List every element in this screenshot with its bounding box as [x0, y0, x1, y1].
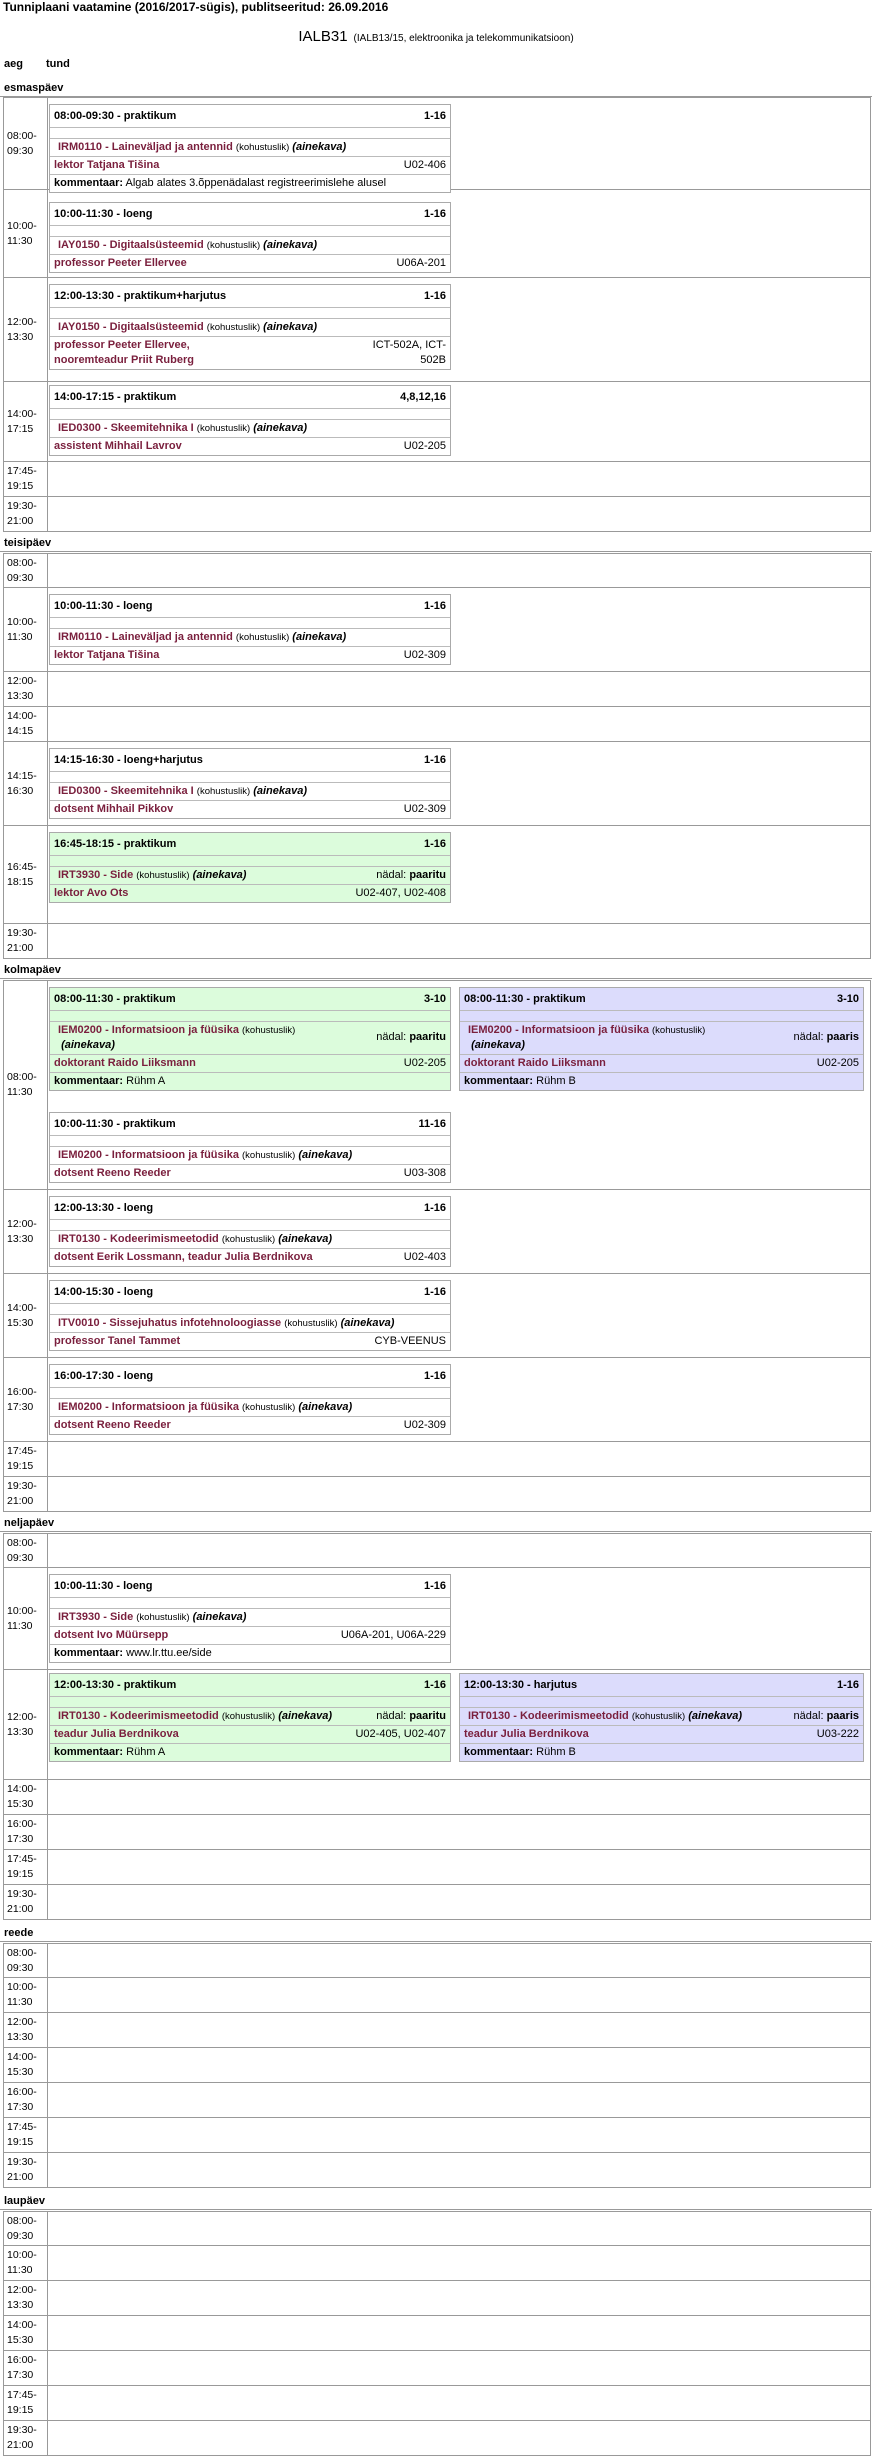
lesson-card[interactable]: 14:00-15:30 - loeng 1-16 ITV0010 - Sissejuhatus infotehnoloogiasse (kohustuslik) (ainekava) professor Tanel Tammet CYB-VEENUS	[49, 1280, 451, 1351]
time-label: 10:00- 11:30	[7, 1981, 37, 2008]
course-link[interactable]: IRT3930 - Side	[58, 869, 134, 881]
time-row	[3, 2316, 871, 2351]
lesson-time-type: 08:00-11:30 - praktikum	[54, 993, 176, 1005]
teacher-link[interactable]: professor Tanel Tammet	[54, 1335, 181, 1347]
time-row	[3, 924, 871, 959]
lesson-time-type: 10:00-11:30 - praktikum	[54, 1118, 176, 1130]
lesson-card[interactable]: 08:00-11:30 - praktikum 3-10 IEM0200 - Informatsioon ja füüsika (kohustuslik) (ainekava) nädal: paaritu doktorant Raido Liiksmann U02-205 kommentaar: Rühm A	[49, 987, 451, 1091]
time-row	[3, 1274, 871, 1358]
time-row	[3, 1978, 871, 2013]
lesson-time-type: 08:00-09:30 - praktikum	[54, 110, 177, 122]
room: ICT-502A, ICT-	[372, 339, 446, 351]
lesson-time-type: 12:00-13:30 - praktikum	[54, 1679, 177, 1691]
time-label: 12:00- 13:30	[7, 2284, 37, 2311]
lesson-time-type: 10:00-11:30 - loeng	[54, 208, 153, 220]
teacher-link[interactable]: teadur Julia Berdnikova	[464, 1728, 589, 1740]
room: U02-406	[403, 159, 446, 171]
ainekava-link[interactable]: (ainekava)	[298, 1401, 353, 1413]
time-row	[3, 97, 871, 190]
ainekava-link[interactable]: (ainekava)	[253, 785, 307, 797]
time-label: 10:00- 11:30	[7, 615, 37, 643]
page-title: Tunniplaani vaatamine (2016/2017-sügis), publitseeritud: 26.09.2016	[3, 0, 389, 14]
time-label: 14:00- 15:30	[7, 1301, 37, 1329]
time-label: 19:30- 21:00	[7, 1480, 37, 1507]
lesson-weeks: 3-10	[836, 993, 859, 1005]
lesson-time-type: 08:00-11:30 - praktikum	[464, 993, 586, 1005]
time-row	[3, 2118, 871, 2153]
time-row	[3, 672, 871, 707]
time-row	[3, 553, 871, 588]
day-header-tuesday: teisipäev	[0, 535, 872, 552]
time-row	[3, 1780, 871, 1815]
room: U02-407, U02-408	[355, 887, 446, 899]
teacher-link[interactable]: dotsent Mihhail Pikkov	[54, 803, 174, 815]
time-row	[3, 2281, 871, 2316]
lesson-card[interactable]: 16:45-18:15 - praktikum 1-16 IRT3930 - Side (kohustuslik) (ainekava) nädal: paaritu lektor Avo Ots U02-407, U02-408	[49, 832, 451, 903]
room: U02-205	[816, 1057, 859, 1069]
time-row	[3, 2386, 871, 2421]
room: U03-222	[816, 1728, 859, 1740]
lesson-weeks: 1-16	[423, 600, 446, 612]
time-row	[3, 1885, 871, 1920]
lesson-weeks: 1-16	[423, 1580, 446, 1592]
time-row	[3, 1670, 871, 1780]
time-label: 08:00- 09:30	[7, 1946, 37, 1974]
time-row	[3, 2153, 871, 2188]
time-row	[3, 497, 871, 532]
time-label: 12:00- 13:30	[7, 315, 37, 343]
teacher-link[interactable]: teadur Julia Berdnikova	[54, 1728, 179, 1740]
course-link[interactable]: IED0300 - Skeemitehnika I	[58, 785, 194, 797]
lesson-card[interactable]: 14:15-16:30 - loeng+harjutus 1-16 IED0300 - Skeemitehnika I (kohustuslik) (ainekava) dotsent Mihhail Pikkov U02-309	[49, 748, 451, 819]
time-label: 14:15- 16:30	[7, 769, 37, 797]
day-header-wednesday: kolmapäev	[0, 962, 872, 979]
room: U02-403	[403, 1251, 446, 1263]
ainekava-link[interactable]: (ainekava)	[263, 239, 317, 251]
time-row	[3, 2421, 871, 2456]
column-header-aeg: aeg	[4, 58, 23, 70]
time-label: 12:00- 13:30	[7, 1217, 37, 1245]
time-label: 17:45- 19:15	[7, 1853, 37, 1880]
time-label: 19:30- 21:00	[7, 2424, 37, 2451]
lesson-weeks: 4,8,12,16	[400, 391, 446, 403]
course-link[interactable]: ITV0010 - Sissejuhatus infotehnoloogiasse	[58, 1317, 282, 1329]
course-link[interactable]: IRT0130 - Kodeerimismeetodid	[58, 1710, 219, 1722]
lesson-card[interactable]: 12:00-13:30 - loeng 1-16 IRT0130 - Kodeerimismeetodid (kohustuslik) (ainekava) dotsent Eerik Lossmann, teadur Julia Berdnikova U02-403	[49, 1196, 451, 1267]
time-label: 14:00- 15:30	[7, 2051, 37, 2078]
time-row	[3, 2351, 871, 2386]
ainekava-link[interactable]: (ainekava)	[61, 1039, 115, 1051]
teacher-link[interactable]: professor Peeter Ellervee	[54, 257, 187, 269]
time-row	[3, 278, 871, 382]
time-row	[3, 980, 871, 1190]
time-label: 19:30- 21:00	[7, 927, 37, 954]
time-row	[3, 190, 871, 278]
day-header-thursday: neljapäev	[0, 1515, 872, 1532]
lesson-weeks: 1-16	[423, 208, 446, 220]
lesson-time-type: 16:45-18:15 - praktikum	[54, 838, 177, 850]
course-link[interactable]: IRT0130 - Kodeerimismeetodid	[468, 1710, 629, 1722]
lesson-card[interactable]: 10:00-11:30 - praktikum 11-16 IEM0200 - Informatsioon ja füüsika (kohustuslik) (ainekava) dotsent Reeno Reeder U03-308	[49, 1112, 451, 1183]
course-link[interactable]: IAY0150 - Digitaalsüsteemid	[58, 321, 204, 333]
teacher-link[interactable]: lektor Tatjana Tišina	[54, 649, 160, 661]
lesson-weeks: 1-16	[423, 1286, 446, 1298]
time-row	[3, 826, 871, 924]
lesson-card[interactable]: 10:00-11:30 - loeng 1-16 IAY0150 - Digitaalsüsteemid (kohustuslik) (ainekava) professor Peeter Ellervee U06A-201	[49, 202, 451, 273]
ainekava-link[interactable]: (ainekava)	[278, 1710, 333, 1722]
time-row	[3, 2083, 871, 2118]
course-link[interactable]: IEM0200 - Informatsioon ja füüsika	[58, 1149, 239, 1161]
time-label: 16:00- 17:30	[7, 1385, 37, 1413]
lesson-comment: Algab alates 3.õppenädalast registreerimislehe alusel	[125, 177, 387, 189]
ainekava-link[interactable]: (ainekava)	[688, 1710, 743, 1722]
time-row	[3, 2211, 871, 2246]
lesson-card[interactable]: 14:00-17:15 - praktikum 4,8,12,16 IED0300 - Skeemitehnika I (kohustuslik) (ainekava) assistent Mihhail Lavrov U02-205	[49, 385, 451, 456]
lesson-weeks: 1-16	[836, 1679, 859, 1691]
ainekava-link[interactable]: (ainekava)	[263, 321, 317, 333]
lesson-time-type: 14:00-17:15 - praktikum	[54, 391, 177, 403]
time-label: 10:00- 11:30	[7, 219, 37, 247]
room: U02-405, U02-407	[355, 1728, 446, 1740]
room: U06A-201	[396, 257, 446, 269]
lesson-weeks: 11-16	[418, 1118, 446, 1130]
lesson-weeks: 1-16	[423, 754, 446, 766]
room: U02-309	[403, 803, 446, 815]
lesson-weeks: 3-10	[423, 993, 446, 1005]
week-parity: nädal: paaris	[793, 1710, 859, 1722]
time-row	[3, 1815, 871, 1850]
lesson-weeks: 1-16	[423, 290, 446, 302]
group-heading	[0, 28, 872, 45]
room: U02-309	[403, 1419, 446, 1431]
room: U06A-201, U06A-229	[340, 1629, 446, 1641]
time-label: 16:00- 17:30	[7, 1818, 37, 1845]
lesson-time-type: 12:00-13:30 - loeng	[54, 1202, 154, 1214]
time-row	[3, 382, 871, 462]
lesson-comment: Rühm A	[126, 1075, 166, 1087]
room: U03-308	[403, 1167, 446, 1179]
column-header-tund: tund	[46, 58, 70, 70]
lesson-weeks: 1-16	[423, 838, 446, 850]
week-parity: nädal: paaritu	[376, 1031, 446, 1043]
course-link[interactable]: IRT0130 - Kodeerimismeetodid	[58, 1233, 219, 1245]
teacher-link[interactable]: dotsent Eerik Lossmann, teadur Julia Berdnikova	[54, 1251, 313, 1263]
teacher-link[interactable]: nooremteadur Priit Ruberg	[54, 354, 194, 366]
time-label: 08:00- 09:30	[7, 1536, 37, 1564]
room: U02-205	[403, 440, 446, 452]
time-row	[3, 1568, 871, 1670]
teacher-link[interactable]: dotsent Ivo Müürsepp	[54, 1629, 169, 1641]
course-link[interactable]: IAY0150 - Digitaalsüsteemid	[58, 239, 204, 251]
lesson-comment: Rühm B	[536, 1075, 576, 1087]
time-label: 12:00- 13:30	[7, 1710, 37, 1738]
time-label: 19:30- 21:00	[7, 1888, 37, 1915]
time-label: 10:00- 11:30	[7, 1604, 37, 1632]
ainekava-link[interactable]: (ainekava)	[298, 1149, 353, 1161]
ainekava-link[interactable]: (ainekava)	[192, 869, 247, 881]
ainekava-link[interactable]: (ainekava)	[340, 1317, 395, 1329]
time-row	[3, 1442, 871, 1477]
lesson-time-type: 14:00-15:30 - loeng	[54, 1286, 154, 1298]
day-header-monday: esmaspäev	[0, 80, 872, 97]
lesson-card[interactable]: 08:00-09:30 - praktikum 1-16 IRM0110 - Laineväljad ja antennid (kohustuslik) (ainekava) lektor Tatjana Tišina U02-406 kommentaar: Algab alates 3.õppenädalast registreerimislehe alusel	[49, 104, 451, 193]
time-label: 08:00- 09:30	[7, 556, 37, 584]
room: U02-309	[403, 649, 446, 661]
lesson-card[interactable]: 10:00-11:30 - loeng 1-16 IRT3930 - Side (kohustuslik) (ainekava) dotsent Ivo Müürsepp U06A-201, U06A-229 kommentaar: www.lr.ttu.ee/side	[49, 1574, 451, 1663]
ainekava-link[interactable]: (ainekava)	[192, 1611, 247, 1623]
room: 502B	[420, 354, 446, 366]
time-row	[3, 742, 871, 826]
time-label: 08:00- 09:30	[7, 129, 37, 157]
lesson-time-type: 12:00-13:30 - praktikum+harjutus	[54, 290, 227, 302]
lesson-comment-link[interactable]: www.lr.ttu.ee/side	[126, 1647, 212, 1659]
ainekava-link[interactable]: (ainekava)	[292, 631, 347, 643]
time-row	[3, 1533, 871, 1568]
time-row	[3, 588, 871, 672]
time-label: 10:00- 11:30	[7, 2249, 37, 2276]
time-label: 08:00- 09:30	[7, 2214, 37, 2242]
lesson-time-type: 10:00-11:30 - loeng	[54, 1580, 153, 1592]
course-link[interactable]: IEM0200 - Informatsioon ja füüsika	[468, 1024, 649, 1036]
time-label: 17:45- 19:15	[7, 465, 37, 492]
course-link[interactable]: IED0300 - Skeemitehnika I	[58, 422, 194, 434]
lesson-weeks: 1-16	[423, 110, 446, 122]
lesson-comment: Rühm B	[536, 1746, 576, 1758]
teacher-link[interactable]: lektor Avo Ots	[54, 887, 129, 899]
lesson-time-type: 12:00-13:30 - harjutus	[464, 1679, 578, 1691]
time-row	[3, 462, 871, 497]
lesson-card[interactable]: 12:00-13:30 - praktikum+harjutus 1-16 IAY0150 - Digitaalsüsteemid (kohustuslik) (ainekava) professor Peeter Ellervee, nooremteadur Priit Ruberg ICT-502A, ICT- 502B	[49, 284, 451, 370]
time-row	[3, 2246, 871, 2281]
time-row	[3, 2048, 871, 2083]
time-label: 16:00- 17:30	[7, 2086, 37, 2113]
time-label: 08:00- 11:30	[7, 1071, 37, 1098]
room: CYB-VEENUS	[374, 1335, 446, 1347]
course-link[interactable]: IEM0200 - Informatsioon ja füüsika	[58, 1024, 239, 1036]
group-description: (IALB13/15, elektroonika ja telekommunikatsioon)	[353, 33, 574, 44]
room: U02-205	[403, 1057, 446, 1069]
lesson-card[interactable]: 12:00-13:30 - praktikum 1-16 IRT0130 - Kodeerimismeetodid (kohustuslik) (ainekava) nädal: paaritu teadur Julia Berdnikova U02-405, U02-407 kommentaar: Rühm A	[49, 1673, 451, 1762]
time-label: 19:30- 21:00	[7, 500, 37, 527]
course-link[interactable]: IEM0200 - Informatsioon ja füüsika	[58, 1401, 239, 1413]
time-label: 14:00- 15:30	[7, 1783, 37, 1810]
time-row	[3, 1358, 871, 1442]
lesson-time-type: 10:00-11:30 - loeng	[54, 600, 153, 612]
teacher-link[interactable]: lektor Tatjana Tišina	[54, 159, 160, 171]
time-row	[3, 1190, 871, 1274]
time-label: 12:00- 13:30	[7, 2016, 37, 2043]
ainekava-link[interactable]: (ainekava)	[471, 1039, 525, 1051]
time-label: 12:00- 13:30	[7, 675, 37, 702]
lesson-card[interactable]: 16:00-17:30 - loeng 1-16 IEM0200 - Informatsioon ja füüsika (kohustuslik) (ainekava) dotsent Reeno Reeder U02-309	[49, 1364, 451, 1435]
teacher-link[interactable]: doktorant Raido Liiksmann	[54, 1057, 196, 1069]
week-parity: nädal: paaritu	[376, 1710, 446, 1722]
time-row	[3, 1943, 871, 1978]
lesson-card[interactable]: 08:00-11:30 - praktikum 3-10 IEM0200 - Informatsioon ja füüsika (kohustuslik) (ainekava) nädal: paaris doktorant Raido Liiksmann U02-205 kommentaar: Rühm B	[459, 987, 864, 1091]
ainekava-link[interactable]: (ainekava)	[278, 1233, 333, 1245]
group-code: IALB31	[298, 28, 348, 45]
course-link[interactable]: IRM0110 - Laineväljad ja antennid	[58, 141, 233, 153]
lesson-card[interactable]: 10:00-11:30 - loeng 1-16 IRM0110 - Laineväljad ja antennid (kohustuslik) (ainekava) lektor Tatjana Tišina U02-309	[49, 594, 451, 665]
lesson-time-type: 16:00-17:30 - loeng	[54, 1370, 154, 1382]
lesson-comment: Rühm A	[126, 1746, 166, 1758]
ainekava-link[interactable]: (ainekava)	[292, 141, 347, 153]
day-header-saturday: laupäev	[0, 2193, 872, 2210]
week-parity: nädal: paaris	[793, 1031, 859, 1043]
course-link[interactable]: IRM0110 - Laineväljad ja antennid	[58, 631, 233, 643]
time-label: 17:45- 19:15	[7, 1445, 37, 1472]
time-row	[3, 2013, 871, 2048]
teacher-link[interactable]: professor Peeter Ellervee,	[54, 339, 190, 351]
teacher-link[interactable]: dotsent Reeno Reeder	[54, 1167, 171, 1179]
time-label: 14:00- 17:15	[7, 407, 37, 435]
lesson-card[interactable]: 12:00-13:30 - harjutus 1-16 IRT0130 - Kodeerimismeetodid (kohustuslik) (ainekava) nädal: paaris teadur Julia Berdnikova U03-222 kommentaar: Rühm B	[459, 1673, 864, 1762]
time-row	[3, 1850, 871, 1885]
time-row	[3, 1477, 871, 1512]
lesson-time-type: 14:15-16:30 - loeng+harjutus	[54, 754, 203, 766]
course-link[interactable]: IRT3930 - Side	[58, 1611, 134, 1623]
ainekava-link[interactable]: (ainekava)	[253, 422, 307, 434]
time-row	[3, 707, 871, 742]
lesson-weeks: 1-16	[423, 1679, 446, 1691]
lesson-weeks: 1-16	[423, 1370, 446, 1382]
week-parity: nädal: paaritu	[376, 869, 446, 881]
day-header-friday: reede	[0, 1925, 872, 1942]
time-label: 17:45- 19:15	[7, 2389, 37, 2416]
time-label: 14:00- 15:30	[7, 2319, 37, 2346]
time-label: 16:45- 18:15	[7, 860, 37, 888]
teacher-link[interactable]: assistent Mihhail Lavrov	[54, 440, 182, 452]
time-label: 16:00- 17:30	[7, 2354, 37, 2381]
lesson-weeks: 1-16	[423, 1202, 446, 1214]
time-label: 19:30- 21:00	[7, 2156, 37, 2183]
teacher-link[interactable]: doktorant Raido Liiksmann	[464, 1057, 606, 1069]
time-label: 17:45- 19:15	[7, 2121, 37, 2148]
teacher-link[interactable]: dotsent Reeno Reeder	[54, 1419, 171, 1431]
time-label: 14:00- 14:15	[7, 710, 37, 737]
